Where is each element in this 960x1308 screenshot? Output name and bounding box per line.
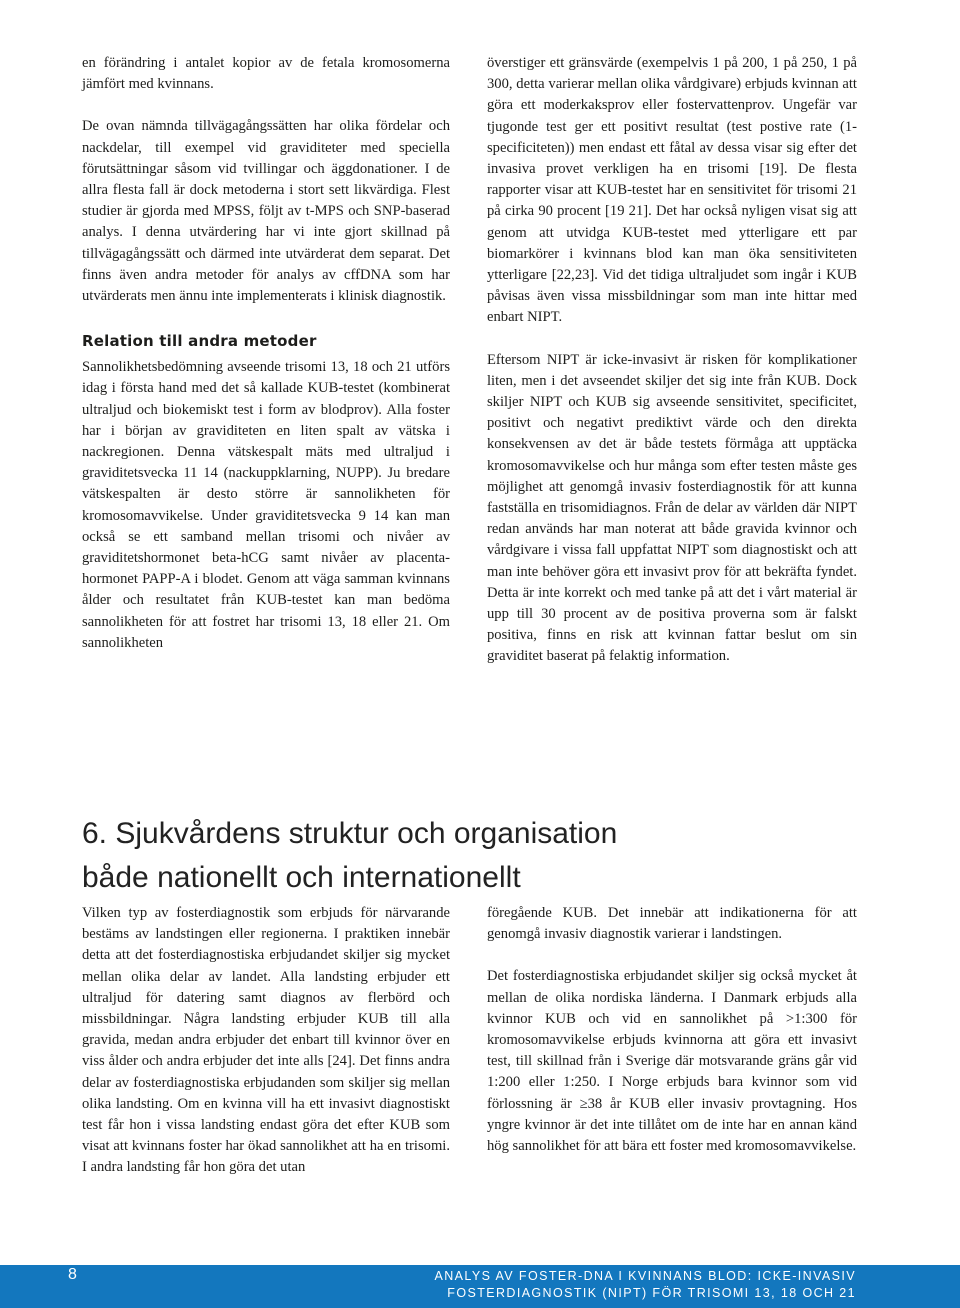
paragraph: Eftersom NIPT är icke-invasivt är risken för komplikationer liten, men i det avseendet skiljer det sig inte från KUB. Dock skiljer NIPT och KUB sig avseende sensitivitet, specificitet, positivt och negativt prediktivt värde och den direkta konsekvensen av det är både testets förmåga att upptäcka kromosomavvikelse och hur många som efter testen måste ges möjlighet att genomgå invasiv fosterdiagnostik för att kunna fastställa en trisomidiagnos. Från de delar av världen där NIPT redan används har man noterat att både gravida kvinnor och vårdgivare i vissa fall uppfattat NIPT som diagnostiskt och att man inte behöver göra ett invasivt prov för att bekräfta fyndet. Detta är inte korrekt och med tanke på att det i vårt material är upp till 30 procent av de positiva proverna som är falskt positiva, finns en risk att kvinnan fattar beslut om sin graviditet baserat på felaktig information. — [487, 351, 857, 665]
paragraph: Vilken typ av fosterdiagnostik som erbjuds för närvarande bestäms av landstingen eller regionerna. I praktiken innebär detta att det fosterdiagnostiska erbjudandet skiljer sig mycket mellan olika delar av landet. Alla landsting erbjuder ett ultraljud för datering samt diagnos av flerbörd och missbildningar. Några landsting erbjuder KUB till alla gravida, medan andra erbjuder det enbart till kvinnor över en viss ålder och andra erbjuder det inte alls [24]. Det finns andra delar av fosterdiagnostiska erbjudanden som skiljer sig mellan olika landsting. Om en kvinna vill ha ett invasivt diagnostiskt test får hon i vissa landsting endast göra det efter KUB som visat att kvinnans foster har ökad sannolikhet att ha en trisomi. I andra landsting får hon göra det utan — [82, 905, 450, 1176]
paragraph: Det fosterdiagnostiska erbjudandet skiljer sig också mycket åt mellan de olika nordiska länderna. I Danmark erbjuds alla kvinnor KUB och vid en sannolikhet på >1:300 för kromosomavvikelse erbjuds kvinnorna att göra ett invasivt test, till skillnad från i Sverige där motsvarande gräns går vid 1:200 eller 1:250. I Norge erbjuds bara kvinnor som vid förlossning är ≥38 år KUB eller invasiv provtagning. Hos yngre kvinnor är det inte tillåtet om de inte har en annan känd hög sannolikhet för att bära ett foster med kromosomavvikelse. — [487, 968, 857, 1155]
chapter-heading — [82, 812, 882, 900]
paragraph: Sannolikhetsbedömning avseende trisomi 13, 18 och 21 utförs idag i första hand med det så kallade KUB-testet (kombinerat ultraljud och biokemiskt test i form av blodprov). Alla foster har i början av graviditeten en liten spalt av vätska i nackregionen. Denna vätskespalt mäts med ultraljud i graviditetsvecka 11 14 (nackuppklarning, NUPP). Ju bredare vätskespalten är desto större är sannolikheten för kromosomavvikelse. Under graviditetsvecka 9 14 kan man också se ett samband mellan trisomi och nivåer av graviditetshormonet beta-hCG samt nivåer av placenta-hormonet PAPP-A i blodet. Genom att väga samman kvinnans ålder och resultatet från KUB-testet kan man bedöma sannolikheten för att fostret har trisomi 13, 18 eller 21. Om sannolikheten — [82, 359, 450, 651]
left-column-top — [82, 53, 450, 654]
running-title-line-2: FOSTERDIAGNOSTIK (NIPT) FÖR TRISOMI 13, 18 OCH 21 — [447, 1286, 856, 1300]
running-title — [435, 1268, 856, 1302]
right-column-top — [487, 53, 857, 668]
left-column-bottom — [82, 903, 450, 1179]
section-subheading: Relation till andra metoder — [82, 332, 317, 351]
paragraph: överstiger ett gränsvärde (exempelvis 1 på 200, 1 på 250, 1 på 300, detta varierar mellan olika vårdgivare) erbjuds kvinnan att göra ett moderkaksprov eller fostervattenprov. Ungefär var tjugonde test ger ett positivt resultat (test postive rate (1-specificiteten)) men endast ett fåtal av dessa visar sig efter det invasiva provet verkligen ha en trisomi [19]. De flesta rapporter visar att KUB-testet har en sensitivitet för trisomi 21 på cirka 90 procent [19 21]. Det har också nyligen visat sig att genom att utvidga KUB-testet med ytterligare ett par biomarkörer i kvinnans blod kan man öka sensitiviteten ytterligare [22,23]. Vid det tidiga ultraljudet som ingår i KUB påvisas även vissa missbildningar som man inte hittar med enbart NIPT. — [487, 55, 857, 326]
right-column-bottom — [487, 903, 857, 1157]
chapter-heading-line-2: både nationellt och internationellt — [82, 861, 521, 894]
footer-bar — [0, 1265, 960, 1308]
paragraph: föregående KUB. Det innebär att indikationerna för att genomgå invasiv diagnostik varierar i landstingen. — [487, 905, 857, 943]
paragraph: De ovan nämnda tillvägagångssätten har olika fördelar och nackdelar, till exempel vid graviditeter med speciella förutsättningar såsom vid tvillingar och äggdonationer. I de allra flesta fall är dock metoderna i stort sett likvärdiga. Flest studier är gjorda med MPSS, följt av t-MPS och SNP-baserad analys. I denna utvärdering har vi inte gjort skillnad på tillvägagångssätt och därmed inte utvärderat dem separat. Det finns även andra metoder för analys av cffDNA som har utvärderats men ännu inte implementerats i klinisk diagnostik. — [82, 118, 450, 305]
chapter-heading-line-1: 6. Sjukvårdens struktur och organisation — [82, 817, 618, 850]
paragraph: en förändring i antalet kopior av de fetala kromosomerna jämfört med kvinnans. — [82, 55, 450, 93]
page-number: 8 — [68, 1266, 77, 1283]
running-title-line-1: ANALYS AV FOSTER-DNA I KVINNANS BLOD: ICKE-INVASIV — [434, 1269, 856, 1283]
